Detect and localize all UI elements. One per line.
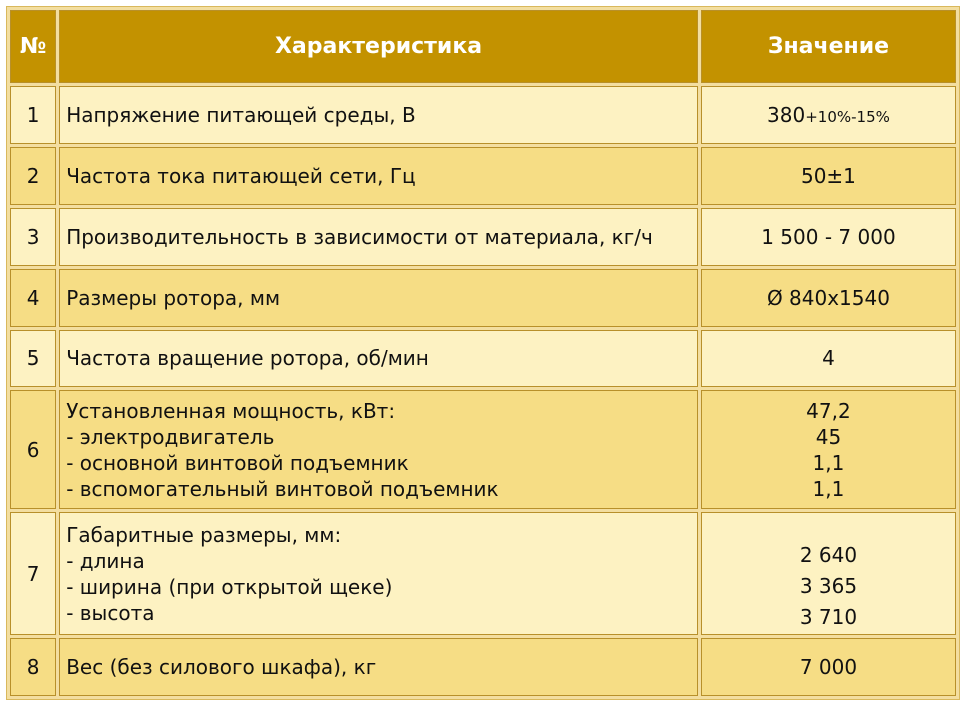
row-value: 4 [701, 330, 956, 388]
row-characteristic: Вес (без силового шкафа), кг [59, 638, 698, 696]
row-value: Ø 840x1540 [701, 269, 956, 327]
value-line: 1,1 [812, 476, 845, 501]
characteristic-line: Установленная мощность, кВт: [66, 398, 396, 423]
table-row [10, 512, 956, 635]
row-number: 5 [10, 330, 56, 388]
specs-table [6, 6, 960, 700]
characteristic-line: - ширина (при открытой щеке) [66, 574, 393, 599]
table-row [10, 269, 956, 327]
row-number: 7 [10, 512, 56, 635]
table-row [10, 330, 956, 388]
characteristic-line: - вспомогательный винтовой подъемник [66, 476, 499, 501]
row-characteristic: Размеры ротора, мм [59, 269, 698, 327]
value-tolerance: +10%-15% [805, 108, 890, 127]
table-row [10, 638, 956, 696]
value-line: 45 [815, 424, 842, 449]
row-characteristic: Частота вращение ротора, об/мин [59, 330, 698, 388]
row-value [701, 390, 956, 509]
row-characteristic: Напряжение питающей среды, В [59, 86, 698, 144]
characteristic-line: - основной винтовой подъемник [66, 450, 409, 475]
value-line: 2 640 [799, 543, 858, 568]
row-characteristic [59, 390, 698, 509]
value-main: 380 [767, 103, 806, 128]
value-line: 3 365 [799, 574, 858, 599]
row-characteristic: Частота тока питающей сети, Гц [59, 147, 698, 205]
row-number: 2 [10, 147, 56, 205]
value-line: 47,2 [806, 398, 851, 423]
characteristic-line: - высота [66, 600, 155, 625]
row-value: 1 500 - 7 000 [701, 208, 956, 266]
characteristic-line: - электродвигатель [66, 424, 275, 449]
header-characteristic: Характеристика [59, 10, 698, 83]
row-number: 8 [10, 638, 56, 696]
row-value: 7 000 [701, 638, 956, 696]
value-line: 1,1 [812, 450, 845, 475]
row-number: 4 [10, 269, 56, 327]
header-value: Значение [701, 10, 956, 83]
characteristic-line: - длина [66, 548, 145, 573]
row-value [701, 512, 956, 635]
header-row [10, 10, 956, 83]
row-characteristic: Производительность в зависимости от материала, кг/ч [59, 208, 698, 266]
table-row [10, 208, 956, 266]
row-number: 3 [10, 208, 56, 266]
table-row [10, 390, 956, 509]
characteristic-line: Габаритные размеры, мм: [66, 522, 342, 547]
row-characteristic [59, 512, 698, 635]
value-line: 3 710 [799, 605, 858, 630]
table-row [10, 86, 956, 144]
row-number: 1 [10, 86, 56, 144]
table-row [10, 147, 956, 205]
row-number: 6 [10, 390, 56, 509]
row-value: 50±1 [701, 147, 956, 205]
row-value [701, 86, 956, 144]
header-num: № [10, 10, 56, 83]
